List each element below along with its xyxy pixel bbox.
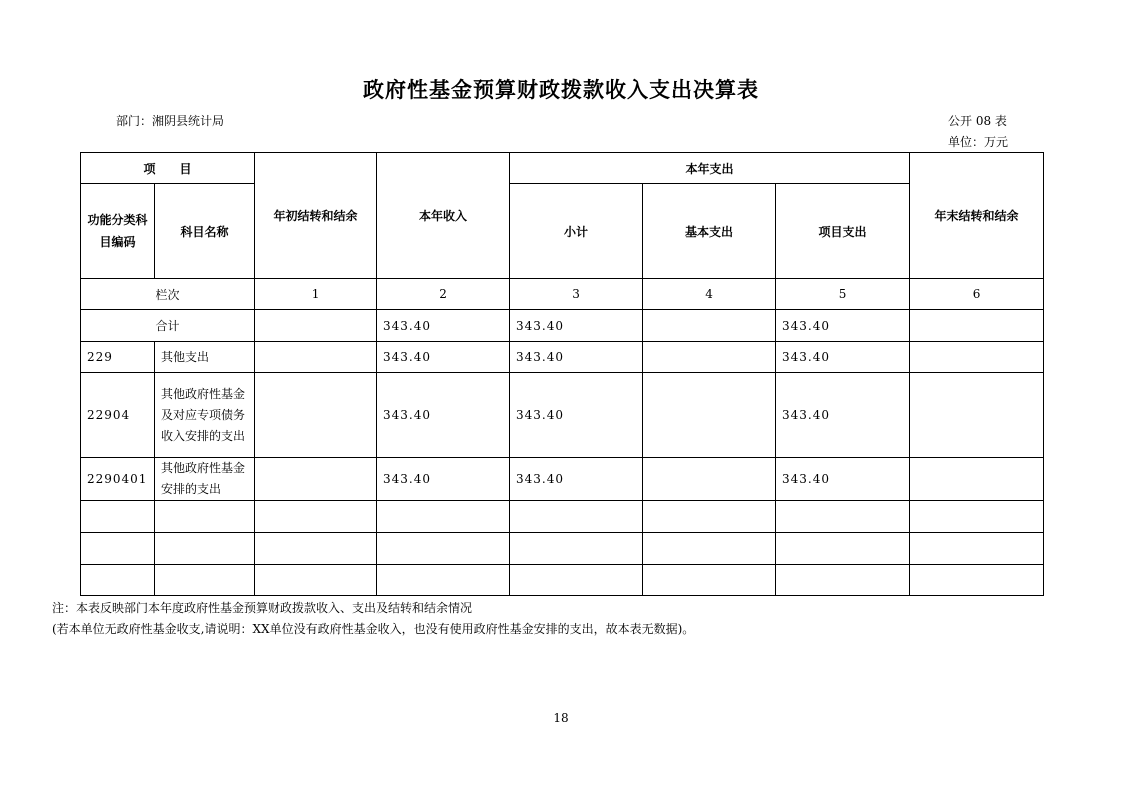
- total-end-balance: [910, 310, 1044, 342]
- header-subtotal: 小计: [510, 184, 643, 279]
- header-expenditure: 本年支出: [510, 153, 910, 184]
- table-code-label: 公开 08 表: [948, 114, 1007, 128]
- row-name: 其他政府性基金及对应专项债务收入安排的支出: [155, 373, 255, 458]
- header-item: 项 目: [81, 153, 255, 184]
- row-income: 343.40: [377, 458, 510, 501]
- row-begin-balance: [255, 373, 377, 458]
- note-line-2: (若本单位无政府性基金收支,请说明：XX单位没有政府性基金收入，也没有使用政府性基金安排的支出，故本表无数据)。: [52, 622, 695, 636]
- row-name: 其他支出: [155, 342, 255, 373]
- row-end-balance: [910, 373, 1044, 458]
- column-number: 3: [510, 279, 643, 310]
- row-project: 343.40: [776, 373, 910, 458]
- row-project: 343.40: [776, 458, 910, 501]
- row-income: 343.40: [377, 373, 510, 458]
- column-number: 2: [377, 279, 510, 310]
- row-begin-balance: [255, 342, 377, 373]
- table-row: [81, 458, 1044, 501]
- table-row: [81, 373, 1044, 458]
- row-name: 其他政府性基金安排的支出: [155, 458, 255, 501]
- empty-row: [81, 533, 1044, 565]
- total-subtotal: 343.40: [510, 310, 643, 342]
- total-project: 343.40: [776, 310, 910, 342]
- column-number: 4: [643, 279, 776, 310]
- total-row: [81, 310, 1044, 342]
- row-begin-balance: [255, 458, 377, 501]
- column-number: 6: [910, 279, 1044, 310]
- page-number: 18: [553, 711, 569, 725]
- header-begin-balance: 年初结转和结余: [255, 153, 377, 279]
- row-subtotal: 343.40: [510, 458, 643, 501]
- row-end-balance: [910, 342, 1044, 373]
- row-basic: [643, 373, 776, 458]
- column-number: 1: [255, 279, 377, 310]
- header-project: 项目支出: [776, 184, 910, 279]
- header-income: 本年收入: [377, 153, 510, 279]
- row-basic: [643, 342, 776, 373]
- row-subtotal: 343.40: [510, 342, 643, 373]
- header-basic: 基本支出: [643, 184, 776, 279]
- note-line-1: 注：本表反映部门本年度政府性基金预算财政拨款收入、支出及结转和结余情况: [52, 601, 473, 615]
- column-number-label: 栏次: [81, 279, 255, 310]
- row-subtotal: 343.40: [510, 373, 643, 458]
- total-basic: [643, 310, 776, 342]
- row-project: 343.40: [776, 342, 910, 373]
- department-label: 部门：湘阴县统计局: [116, 114, 225, 128]
- header-row-1: [81, 153, 1044, 184]
- row-code: 22904: [81, 373, 155, 458]
- column-number: 5: [776, 279, 910, 310]
- row-basic: [643, 458, 776, 501]
- total-income: 343.40: [377, 310, 510, 342]
- column-number-row: [81, 279, 1044, 310]
- header-subject-name: 科目名称: [155, 184, 255, 279]
- total-begin-balance: [255, 310, 377, 342]
- unit-label: 单位：万元: [948, 135, 1009, 149]
- row-end-balance: [910, 458, 1044, 501]
- empty-row: [81, 565, 1044, 596]
- table-row: [81, 342, 1044, 373]
- row-code: 229: [81, 342, 155, 373]
- total-label: 合计: [81, 310, 255, 342]
- row-code: 2290401: [81, 458, 155, 501]
- header-func-code: 功能分类科目编码: [81, 184, 155, 279]
- budget-table: [80, 152, 1044, 596]
- header-row-2: [81, 184, 1044, 279]
- row-income: 343.40: [377, 342, 510, 373]
- header-end-balance: 年末结转和结余: [910, 153, 1044, 279]
- empty-row: [81, 501, 1044, 533]
- page-title: 政府性基金预算财政拨款收入支出决算表: [363, 77, 759, 102]
